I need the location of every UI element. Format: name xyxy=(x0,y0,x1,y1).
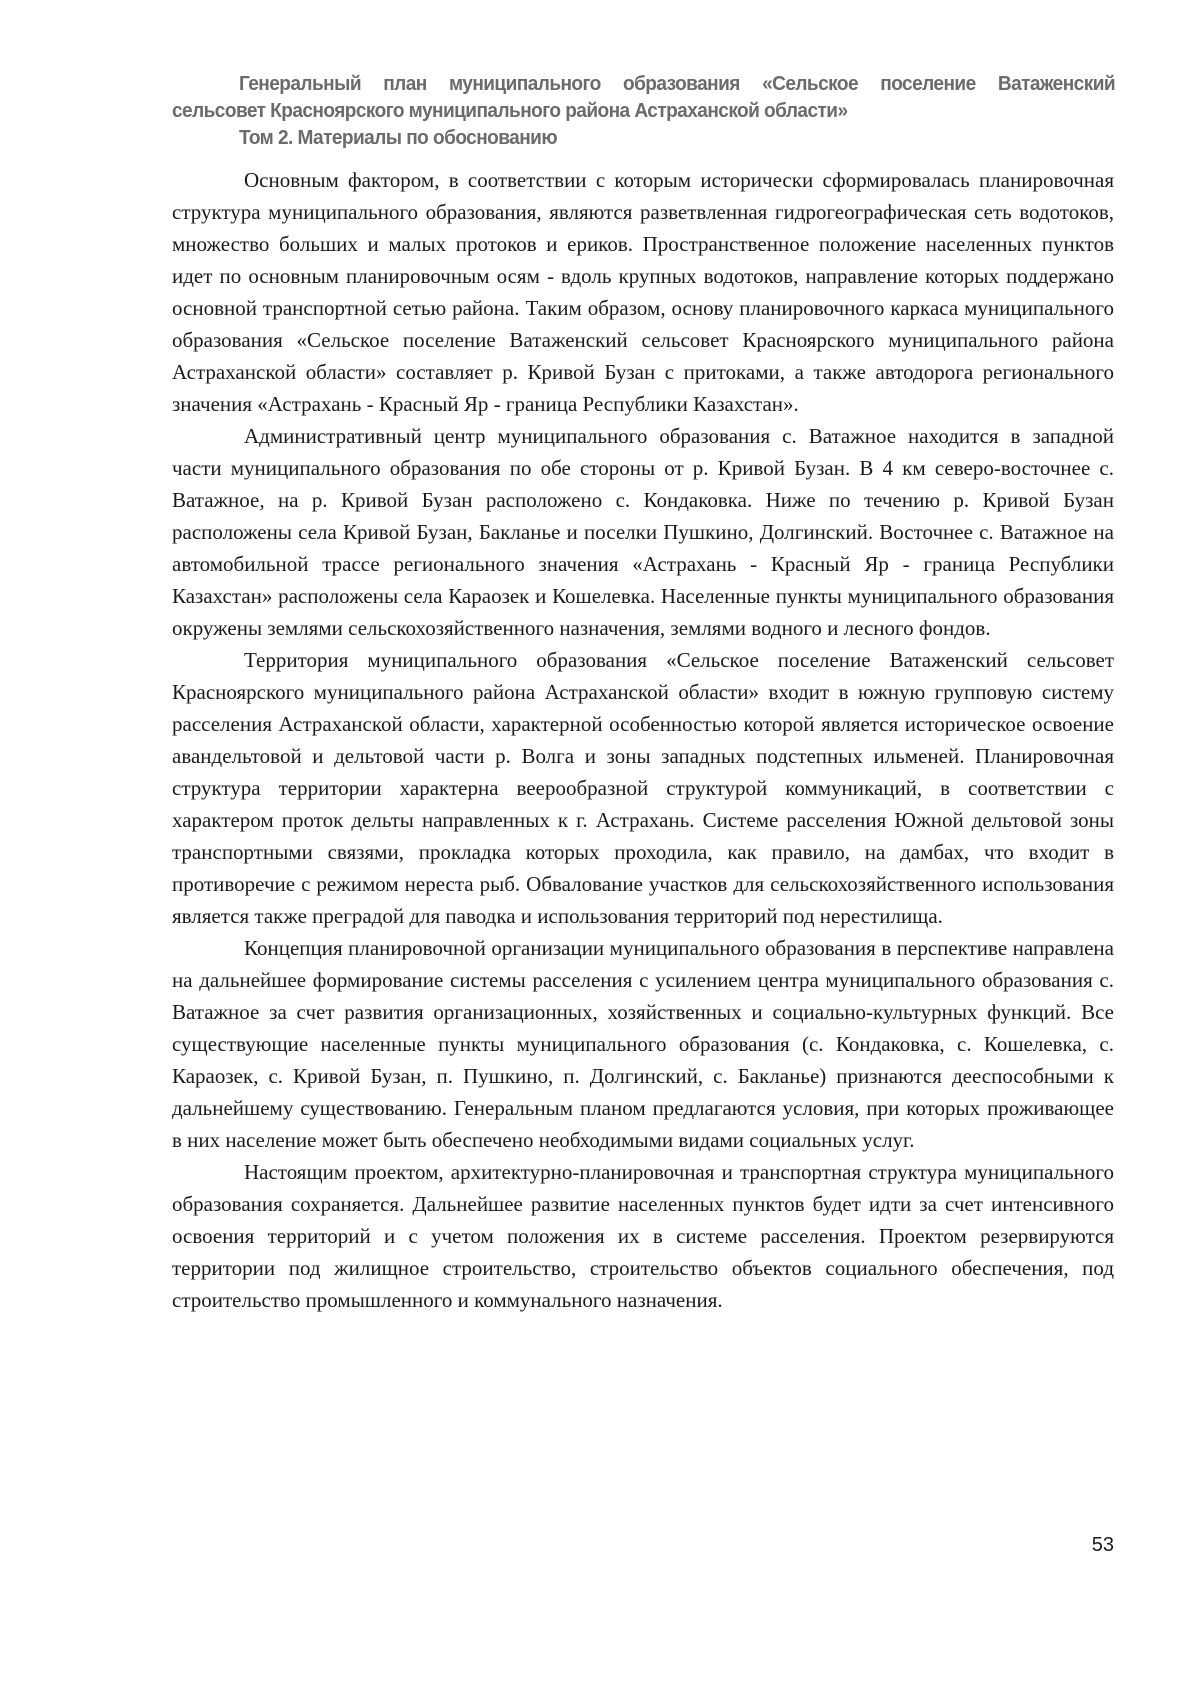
paragraph: Концепция планировочной организации муниципального образования в перспективе направлена на дальнейшее формирование системы расселения с усилением центра муниципального образования с. Ватажное за счет развития организационных, хозяйственных и социально-культурных функций. Все существующие населенные пункты муниципального образования (с. Кондаковка, с. Кошелевка, с. Караозек, с. Кривой Бузан, п. Пушкино, п. Долгинский, с. Бакланье) признаются дееспособными к дальнейшему существованию. Генеральным планом предлагаются условия, при которых проживающее в них население может быть обеспечено необходимыми видами социальных услуг. xyxy=(172,936,1114,1152)
header-title-line-2: сельсовет Красноярского муниципального района Астраханской области» xyxy=(172,99,848,122)
paragraph: Административный центр муниципального образования с. Ватажное находится в западной части муниципального образования по обе стороны от р. Кривой Бузан. В 4 км северо-восточнее с. Ватажное, на р. Кривой Бузан расположено с. Кондаковка. Ниже по течению р. Кривой Бузан расположены села Кривой Бузан, Бакланье и поселки Пушкино, Долгинский. Восточнее с. Ватажное на автомобильной трассе регионального значения «Астрахань - Красный Яр - граница Республики Казахстан» расположены села Караозек и Кошелевка. Населенные пункты муниципального образования окружены землями сельскохозяйственного назначения, землями водного и лесного фондов. xyxy=(172,424,1114,640)
paragraph: Настоящим проектом, архитектурно-планировочная и транспортная структура муниципального образования сохраняется. Дальнейшее развитие населенных пунктов будет идти за счет интенсивного освоения территорий и с учетом положения их в системе расселения. Проектом резервируются территории под жилищное строительство, строительство объектов социального обеспечения, под строительство промышленного и коммунального назначения. xyxy=(172,1160,1114,1312)
running-header xyxy=(172,70,1116,151)
paragraph: Основным фактором, в соответствии с которым исторически сформировалась планировочная структура муниципального образования, являются разветвленная гидрогеографическая сеть водотоков, множество больших и малых протоков и ериков. Пространственное положение населенных пунктов идет по основным планировочным осям - вдоль крупных водотоков, направление которых поддержано основной транспортной сетью района. Таким образом, основу планировочного каркаса муниципального образования «Сельское поселение Ватаженский сельсовет Красноярского муниципального района Астраханской области» составляет р. Кривой Бузан с притоками, а также автодорога регионального значения «Астрахань - Красный Яр - граница Республики Казахстан». xyxy=(172,168,1114,416)
document-body xyxy=(172,164,1114,1316)
paragraph: Территория муниципального образования «Сельское поселение Ватаженский сельсовет Красноярского муниципального района Астраханской области» входит в южную групповую систему расселения Астраханской области, характерной особенностью которой является историческое освоение авандельтовой и дельтовой части р. Волга и зоны западных подстепных ильменей. Планировочная структура территории характерна веерообразной структурой коммуникаций, в соответствии с характером проток дельты направленных к г. Астрахань. Системе расселения Южной дельтовой зоны транспортными связями, прокладка которых проходила, как правило, на дамбах, что входит в противоречие с режимом нереста рыб. Обвалование участков для сельскохозяйственного использования является также преградой для паводка и использования территорий под нерестилища. xyxy=(172,648,1114,928)
header-title-line-1: Генеральный план муниципального образования «Сельское поселение Ватаженский xyxy=(238,72,1116,95)
header-volume-title: Том 2. Материалы по обоснованию xyxy=(238,126,558,149)
page-number: 53 xyxy=(1091,1534,1114,1556)
